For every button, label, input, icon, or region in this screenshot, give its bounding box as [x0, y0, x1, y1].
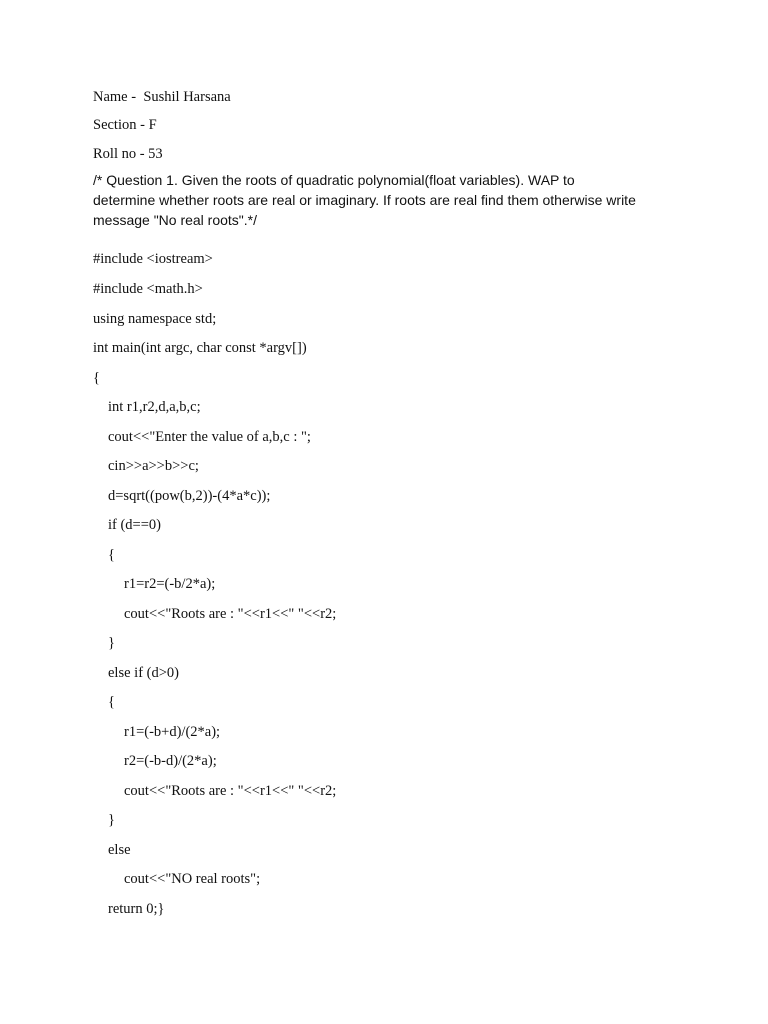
code-line: r1=r2=(-b/2*a);: [124, 576, 216, 592]
code-line: cin>>a>>b>>c;: [108, 458, 199, 474]
code-line: r1=(-b+d)/(2*a);: [124, 724, 221, 740]
code-line: r2=(-b-d)/(2*a);: [124, 753, 217, 769]
code-line: else if (d>0): [108, 665, 179, 681]
question-comment: [93, 170, 653, 230]
code-line: cout<<"Enter the value of a,b,c : ";: [108, 429, 311, 445]
code-line: cout<<"Roots are : "<<r1<<" "<<r2;: [124, 783, 337, 799]
code-line: }: [108, 635, 115, 651]
student-name: Name - Sushil Harsana: [93, 89, 231, 105]
code-line: #include <iostream>: [93, 251, 213, 267]
code-line: using namespace std;: [93, 311, 217, 327]
code-line: int main(int argc, char const *argv[]): [93, 340, 307, 356]
code-line: d=sqrt((pow(b,2))-(4*a*c));: [108, 488, 271, 504]
code-line: cout<<"Roots are : "<<r1<<" "<<r2;: [124, 606, 337, 622]
code-line: cout<<"NO real roots";: [124, 871, 261, 887]
student-roll-number: Roll no - 53: [93, 146, 163, 162]
code-line: return 0;}: [108, 901, 165, 917]
code-line: int r1,r2,d,a,b,c;: [108, 399, 201, 415]
code-line: {: [108, 694, 115, 710]
code-line: }: [108, 812, 115, 828]
code-line: {: [93, 370, 100, 386]
code-line: {: [108, 547, 115, 563]
student-section: Section - F: [93, 117, 157, 133]
question-line: /* Question 1. Given the roots of quadratic polynomial(float variables). WAP to: [93, 172, 575, 188]
question-line: message "No real roots".*/: [93, 212, 258, 228]
code-line: else: [108, 842, 131, 858]
question-line: determine whether roots are real or imaginary. If roots are real find them otherwise write: [93, 192, 636, 208]
code-line: if (d==0): [108, 517, 161, 533]
code-line: #include <math.h>: [93, 281, 203, 297]
